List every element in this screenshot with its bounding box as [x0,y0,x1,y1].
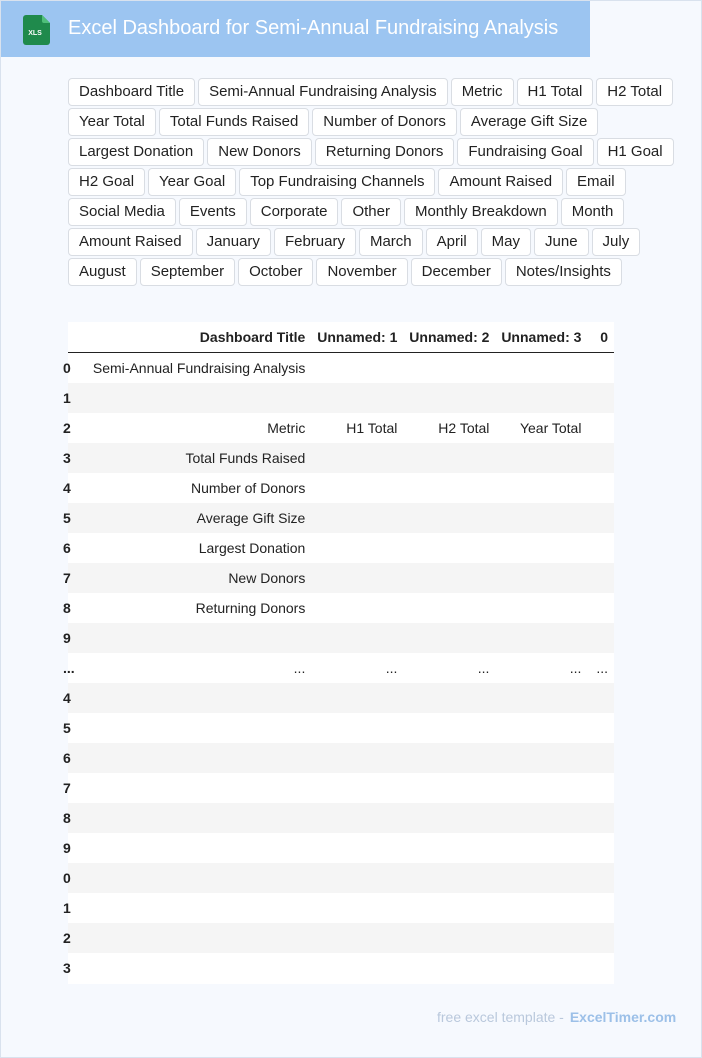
table-cell [497,533,589,563]
tag-chip[interactable]: Top Fundraising Channels [239,168,435,196]
table-cell [589,863,614,893]
table-cell [81,833,313,863]
table-cell [589,833,614,863]
table-cell [313,443,405,473]
table-cell [313,863,405,893]
row-index [63,803,81,833]
table-cell: Largest Donation [81,533,313,563]
table-cell [589,593,614,623]
tag-chip[interactable]: September [140,258,235,286]
row-index-label: 3 [63,960,71,976]
row-index [63,533,81,563]
table-cell [81,713,313,743]
table-cell [405,743,497,773]
column-header: Unnamed: 3 [497,322,589,353]
table-cell: ... [405,653,497,683]
table-row [68,533,614,563]
table-cell [313,923,405,953]
table-cell [405,623,497,653]
tag-chip[interactable]: Number of Donors [312,108,457,136]
tag-chip[interactable]: May [481,228,531,256]
table-row [68,833,614,863]
table-row [68,743,614,773]
table-cell [313,383,405,413]
table-cell: Total Funds Raised [81,443,313,473]
table-row [68,893,614,923]
table-cell [589,563,614,593]
tag-chip[interactable]: Other [341,198,401,226]
data-table-container [63,322,614,984]
table-cell [313,953,405,983]
table-cell: ... [81,653,313,683]
tag-chip[interactable]: February [274,228,356,256]
table-cell [497,383,589,413]
table-cell: ... [589,653,614,683]
table-row [68,713,614,743]
row-index-label: 6 [63,750,71,766]
tag-chip[interactable]: H1 Goal [597,138,674,166]
table-cell [589,773,614,803]
tag-chip[interactable]: July [592,228,641,256]
table-row [68,413,614,443]
table-row [68,803,614,833]
table-cell [589,353,614,384]
table-cell [589,743,614,773]
footer-credit [437,1009,676,1025]
data-table [63,322,614,983]
table-cell [497,773,589,803]
table-cell [313,833,405,863]
tag-chip[interactable]: Semi-Annual Fundraising Analysis [198,78,448,106]
row-index-label: 8 [63,810,71,826]
table-cell [405,893,497,923]
table-cell [497,923,589,953]
table-cell [405,563,497,593]
table-cell [405,353,497,384]
tag-chip[interactable]: Year Total [68,108,156,136]
table-cell [313,353,405,384]
table-cell [497,713,589,743]
table-header-row [68,322,614,353]
table-body [63,353,614,984]
tag-chip[interactable]: April [426,228,478,256]
tag-chip[interactable]: June [534,228,589,256]
tag-chip[interactable]: Corporate [250,198,339,226]
tag-chip[interactable]: Notes/Insights [505,258,622,286]
table-cell [589,683,614,713]
table-cell: ... [313,653,405,683]
tag-chip[interactable]: Total Funds Raised [159,108,309,136]
table-row [68,473,614,503]
table-cell [313,503,405,533]
tag-chip[interactable]: H1 Total [517,78,594,106]
table-cell [313,713,405,743]
table-cell [497,593,589,623]
tag-chip[interactable]: Fundraising Goal [457,138,593,166]
tag-chip[interactable]: Largest Donation [68,138,204,166]
table-cell [497,683,589,713]
table-cell [589,713,614,743]
table-cell [313,533,405,563]
row-index-label: 1 [63,390,71,406]
footer-brand-link[interactable]: ExcelTimer.com [569,1009,677,1025]
row-index [63,713,81,743]
table-cell [313,593,405,623]
table-cell [497,953,589,983]
table-cell [313,803,405,833]
table-cell: Metric [81,413,313,443]
table-cell [497,803,589,833]
table-row [68,353,614,384]
table-row [68,563,614,593]
tag-chip[interactable]: Year Goal [148,168,236,196]
row-index-label: 1 [63,900,71,916]
table-cell [405,533,497,563]
table-cell [589,473,614,503]
row-index-label: 2 [63,930,71,946]
table-cell: Number of Donors [81,473,313,503]
table-cell [81,803,313,833]
row-index [63,623,81,653]
table-cell [81,953,313,983]
table-row [68,863,614,893]
row-index [63,923,81,953]
row-index [63,383,81,413]
tag-chip[interactable]: H2 Total [596,78,673,106]
tag-chip[interactable]: Dashboard Title [68,78,195,106]
table-cell [405,713,497,743]
table-cell [497,353,589,384]
table-cell [313,773,405,803]
table-row [68,653,614,683]
table-cell [81,893,313,923]
tag-chip[interactable]: Email [566,168,626,196]
table-cell [589,443,614,473]
column-header: Unnamed: 1 [313,322,405,353]
tag-chip[interactable]: New Donors [207,138,312,166]
table-row [68,953,614,983]
row-index-label: 7 [63,780,71,796]
row-index-label: 4 [63,690,71,706]
table-cell: H2 Total [405,413,497,443]
table-cell [589,533,614,563]
table-cell [497,743,589,773]
tag-chip[interactable]: Metric [451,78,514,106]
page-title: Excel Dashboard for Semi-Annual Fundraising Analysis [68,17,559,39]
table-row [68,923,614,953]
table-cell [497,503,589,533]
tag-chip[interactable]: August [68,258,137,286]
tag-chip[interactable]: Average Gift Size [460,108,598,136]
table-cell [313,563,405,593]
table-cell [497,443,589,473]
tag-chip[interactable]: Returning Donors [315,138,455,166]
table-cell [589,923,614,953]
row-index-label: 2 [63,420,71,436]
table-cell [405,443,497,473]
row-index-label: 9 [63,840,71,856]
table-cell [405,773,497,803]
tag-chip[interactable]: October [238,258,313,286]
table-cell [81,923,313,953]
table-cell [589,383,614,413]
table-cell [589,953,614,983]
row-index [63,653,81,683]
table-cell [497,623,589,653]
row-index [63,683,81,713]
column-header: 0 [589,322,614,353]
row-index-label: 0 [63,360,71,376]
table-row [68,773,614,803]
table-cell [81,623,313,653]
table-cell [497,863,589,893]
row-index-label: ... [63,660,75,676]
table-cell [405,923,497,953]
table-cell [313,473,405,503]
row-index-label: 6 [63,540,71,556]
table-cell: H1 Total [313,413,405,443]
tag-chip[interactable]: Amount Raised [68,228,193,256]
table-cell: Average Gift Size [81,503,313,533]
page-header [1,1,590,57]
row-index [63,953,81,983]
table-row [68,503,614,533]
table-cell [497,893,589,923]
table-cell: Year Total [497,413,589,443]
table-cell [313,623,405,653]
table-cell: ... [497,653,589,683]
row-index [63,563,81,593]
row-index [63,893,81,923]
row-index [63,863,81,893]
tag-chip[interactable]: November [316,258,407,286]
table-cell [81,683,313,713]
column-header [68,322,81,353]
table-cell [589,623,614,653]
row-index-label: 0 [63,870,71,886]
row-index-label: 4 [63,480,71,496]
table-cell [313,683,405,713]
row-index [63,413,81,443]
table-cell [497,473,589,503]
row-index [63,473,81,503]
table-cell: Returning Donors [81,593,313,623]
footer-text: free excel template - [437,1009,564,1025]
tag-chip[interactable]: December [411,258,502,286]
table-cell [405,473,497,503]
table-cell [497,833,589,863]
row-index-label: 5 [63,510,71,526]
row-index-label: 5 [63,720,71,736]
tag-chip[interactable]: H2 Goal [68,168,145,196]
table-row [68,383,614,413]
table-cell: New Donors [81,563,313,593]
row-index-label: 7 [63,570,71,586]
excel-file-icon [23,15,51,45]
row-index [63,593,81,623]
row-index [63,833,81,863]
row-index-label: 9 [63,630,71,646]
table-cell [313,893,405,923]
row-index [63,743,81,773]
table-cell [81,743,313,773]
table-cell [589,413,614,443]
column-header: Dashboard Title [81,322,313,353]
tag-chip[interactable]: Social Media [68,198,176,226]
table-cell [405,833,497,863]
row-index [63,503,81,533]
table-cell [313,743,405,773]
table-cell [405,803,497,833]
table-cell [405,683,497,713]
row-index [63,773,81,803]
tag-chip[interactable]: Monthly Breakdown [404,198,558,226]
row-index-label: 8 [63,600,71,616]
table-cell [497,563,589,593]
table-cell [589,803,614,833]
keyword-tags [68,78,678,286]
table-row [68,443,614,473]
table-cell [405,383,497,413]
tag-chip[interactable]: Month [561,198,625,226]
tag-chip[interactable]: March [359,228,423,256]
table-cell [589,893,614,923]
table-cell [405,593,497,623]
tag-chip[interactable]: January [196,228,271,256]
row-index [63,443,81,473]
row-index [63,353,81,384]
table-row [68,683,614,713]
table-cell [81,773,313,803]
table-cell [81,863,313,893]
table-row [68,593,614,623]
table-cell [405,863,497,893]
column-header: Unnamed: 2 [405,322,497,353]
svg-text:XLS: XLS [28,30,42,37]
table-cell: Semi-Annual Fundraising Analysis [81,353,313,384]
table-cell [405,503,497,533]
table-cell [81,383,313,413]
row-index-label: 3 [63,450,71,466]
tag-chip[interactable]: Amount Raised [438,168,563,196]
tag-chip[interactable]: Events [179,198,247,226]
table-cell [589,503,614,533]
table-cell [405,953,497,983]
table-row [68,623,614,653]
